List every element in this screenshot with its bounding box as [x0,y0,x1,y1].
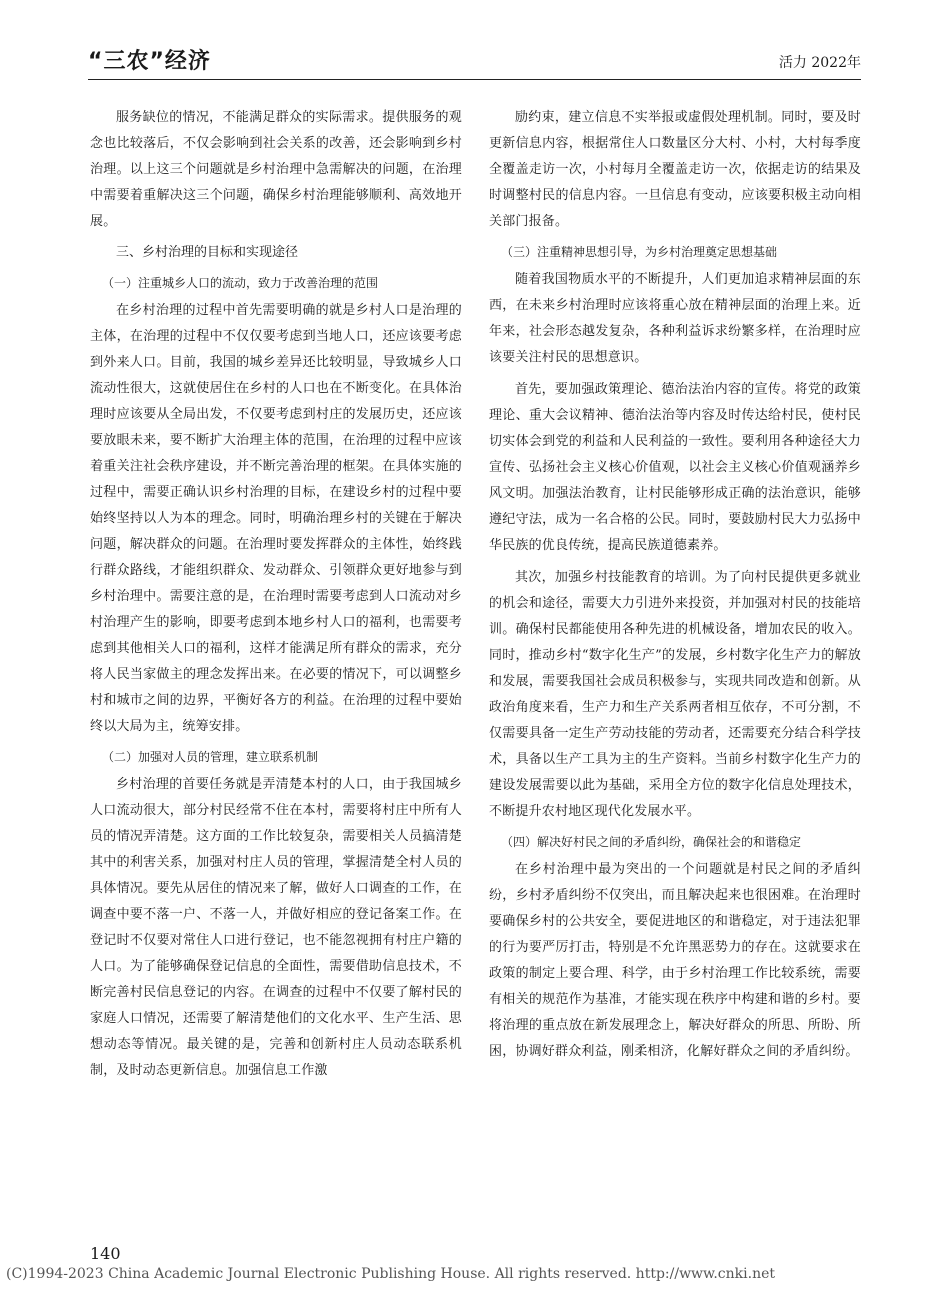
paragraph-sub4: 在乡村治理中最为突出的一个问题就是村民之间的矛盾纠纷，乡村矛盾纠纷不仅突出，而且解决起来也很困难。在治理时要确保乡村的公共安全，要促进地区的和谐稳定，对于违法犯罪的行为要严厉打击，特别是不允许黑恶势力的存在。这就要求在政策的制定上要合理、科学，由于乡村治理工作比较系统，需要有相关的规范作为基准，才能实现在秩序中构建和谐的乡村。要将治理的重点放在新发展理念上，解决好群众的所思、所盼、所困，协调好群众利益，刚柔相济，化解好群众之间的矛盾纠纷。 [489,862,861,1059]
header-divider [88,79,861,80]
left-column [90,105,462,1084]
page-header [88,44,861,80]
section-heading-3: 三、乡村治理的目标和实现途径 [116,245,299,260]
journal-issue: 活力 2022年 [778,55,861,71]
paragraph-sub3-3: 其次，加强乡村技能教育的培训。为了向村民提供更多就业的机会和途径，需要大力引进外来投资，并加强对村民的技能培训。确保村民都能使用各种先进的机械设备，增加农民的收入。同时，推动乡村“数字化生产”的发展，乡村数字化生产力的解放和发展，需要我国社会成员积极参与，实现共同改造和创新。从政治角度来看，生产力和生产关系两者相互依存，不可分割，不仅需要具备一定生产劳动技能的劳动者，还需要充分结合科学技术，具备以生产工具为主的生产资料。当前乡村数字化生产力的建设发展需要以此为基础，采用全方位的数字化信息处理技术，不断提升农村地区现代化发展水平。 [489,570,861,819]
subheading-1: （一）注重城乡人口的流动，致力于改善治理的范围 [102,276,379,290]
subheading-2: （二）加强对人员的管理，建立联系机制 [102,750,319,764]
paragraph-sub3-2: 首先，要加强政策理论、德治法治内容的宣传。将党的政策理论、重大会议精神、德治法治等内容及时传达给村民，使村民切实体会到党的利益和人民利益的一致性。要利用各种途径大力宣传、弘扬社会主义核心价值观，以社会主义核心价值观涵养乡风文明。加强法治教育，让村民能够形成正确的法治意识，能够遵纪守法，成为一名合格的公民。同时，要鼓励村民大力弘扬中华民族的优良传统，提高民族道德素养。 [489,382,861,553]
subheading-3: （三）注重精神思想引导，为乡村治理奠定思想基础 [501,245,778,259]
right-column [489,105,861,1065]
page-number: 140 [90,1244,121,1263]
journal-section-title: “三农”经济 [88,49,211,74]
paragraph-sub2: 乡村治理的首要任务就是弄清楚本村的人口，由于我国城乡人口流动很大，部分村民经常不住在本村，需要将村庄中所有人员的情况弄清楚。这方面的工作比较复杂，需要相关人员搞清楚其中的利害关系，加强对村庄人员的管理，掌握清楚全村人员的具体情况。要先从居住的情况来了解，做好人口调查的工作，在调查中要不落一户、不落一人，并做好相应的登记备案工作。在登记时不仅要对常住人口进行登记，也不能忽视拥有村庄户籍的人口。为了能够确保登记信息的全面性，需要借助信息技术，不断完善村民信息登记的内容。在调查的过程中不仅要了解村民的家庭人口情况，还需要了解清楚他们的文化水平、生产生活、思想动态等情况。最关键的是，完善和创新村庄人员动态联系机制，及时动态更新信息。加强信息工作激 [90,777,462,1078]
subheading-4: （四）解决好村民之间的矛盾纠纷，确保社会的和谐稳定 [501,835,802,849]
copyright-notice: (C)1994-2023 China Academic Journal Electronic Publishing House. All rights reserved. http://www.cnki.net [6,1266,776,1282]
paragraph-intro: 服务缺位的情况，不能满足群众的实际需求。提供服务的观念也比较落后，不仅会影响到社会关系的改善，还会影响到乡村治理。以上这三个问题就是乡村治理中急需解决的问题，在治理中需要着重解决这三个问题，确保乡村治理能够顺利、高效地开展。 [90,110,462,229]
paragraph-continued: 励约束，建立信息不实举报或虚假处理机制。同时，要及时更新信息内容，根据常住人口数量区分大村、小村，大村每季度全覆盖走访一次，小村每月全覆盖走访一次，依据走访的结果及时调整村民的信息内容。一旦信息有变动，应该要积极主动向相关部门报备。 [489,110,861,229]
paragraph-sub3-1: 随着我国物质水平的不断提升，人们更加追求精神层面的东西，在未来乡村治理时应该将重心放在精神层面的治理上来。近年来，社会形态越发复杂，各种利益诉求纷繁多样，在治理时应该要关注村民的思想意识。 [489,272,861,365]
paragraph-sub1: 在乡村治理的过程中首先需要明确的就是乡村人口是治理的主体，在治理的过程中不仅仅要考虑到当地人口，还应该要考虑到外来人口。目前，我国的城乡差异还比较明显，导致城乡人口流动性很大，这就使居住在乡村的人口也在不断变化。在具体治理时应该要从全局出发，不仅要考虑到村庄的发展历史，还应该要放眼未来，要不断扩大治理主体的范围，在治理的过程中应该着重关注社会秩序建设，并不断完善治理的框架。在具体实施的过程中，需要正确认识乡村治理的目标，在建设乡村的过程中要始终坚持以人为本的理念。同时，明确治理乡村的关键在于解决问题，解决群众的问题。在治理时要发挥群众的主体性，始终践行群众路线，才能组织群众、发动群众、引领群众更好地参与到乡村治理中。需要注意的是，在治理时需要考虑到人口流动对乡村治理产生的影响，即要考虑到本地乡村人口的福利，也需要考虑到其他相关人口的福利，这样才能满足所有群众的需求，充分将人民当家做主的理念发挥出来。在必要的情况下，可以调整乡村和城市之间的边界，平衡好各方的利益。在治理的过程中要始终以大局为主，统筹安排。 [90,303,462,734]
